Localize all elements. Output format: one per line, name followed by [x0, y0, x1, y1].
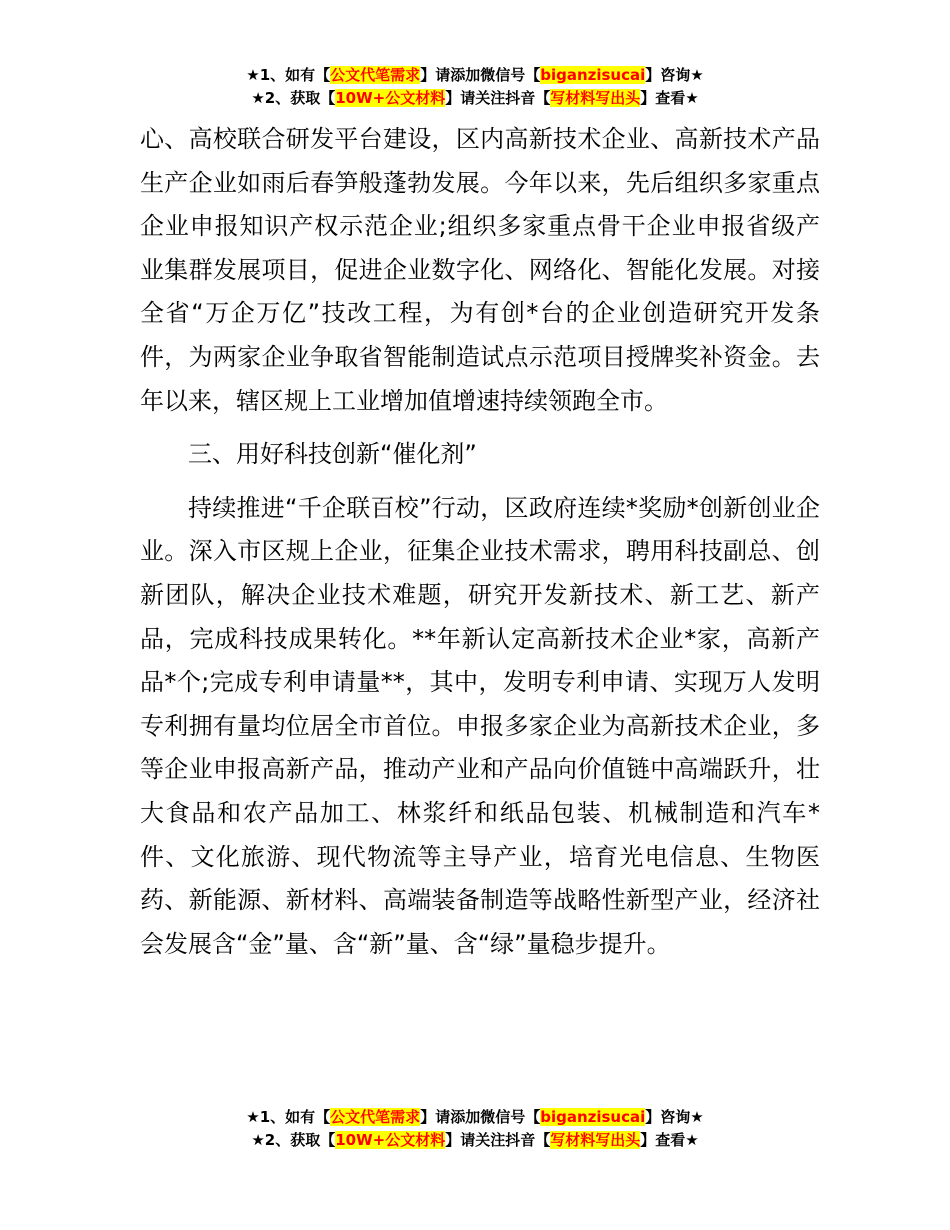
section-heading-3: 三、用好科技创新“催化剂” — [188, 440, 477, 469]
banner-highlight: 公文代笔需求 — [330, 1108, 421, 1126]
banner-highlight: 10W+公文材料 — [335, 89, 446, 107]
footer-banner — [0, 1106, 950, 1152]
banner-text: ★1、如有【 — [246, 66, 331, 84]
banner-line-1 — [0, 1106, 950, 1129]
banner-text: 】请关注抖音【 — [445, 89, 551, 107]
banner-text: ★1、如有【 — [246, 1108, 331, 1126]
banner-line-1 — [0, 64, 950, 87]
banner-text: 】请关注抖音【 — [445, 1131, 551, 1149]
banner-text: 】咨询★ — [645, 66, 704, 84]
banner-highlight: 公文代笔需求 — [330, 66, 421, 84]
document-body — [140, 118, 820, 966]
banner-highlight: biganzisucai — [540, 1108, 646, 1126]
banner-text: ★2、获取【 — [251, 89, 336, 107]
banner-text: 】咨询★ — [645, 1108, 704, 1126]
banner-text: 】查看★ — [640, 89, 699, 107]
banner-text: 】请添加微信号【 — [420, 66, 541, 84]
banner-highlight: 写材料写出头 — [550, 89, 641, 107]
header-banner — [0, 64, 950, 110]
banner-text: 】请添加微信号【 — [420, 1108, 541, 1126]
banner-text: 】查看★ — [640, 1131, 699, 1149]
banner-highlight: biganzisucai — [540, 66, 646, 84]
paragraph-2: 持续推进“千企联百校”行动，区政府连续*奖励*创新创业企业。深入市区规上企业，征集企业技术需求，聘用科技副总、创新团队，解决企业技术难题，研究开发新技术、新工艺、新产品，完成科技成果转化。**年新认定高新技术企业*家，高新产品*个;完成专利申请量**，其中，发明专利申请、实现万人发明专利拥有量均位居全市首位。申报多家企业为高新技术企业，多等企业申报高新产品，推动产业和产品向价值链中高端跃升，壮大食品和农产品加工、林浆纤和纸品包装、机械制造和汽车*件、文化旅游、现代物流等主导产业，培育光电信息、生物医药、新能源、新材料、高端装备制造等战略性新型产业，经济社会发展含“金”量、含“新”量、含“绿”量稳步提升。 — [140, 493, 820, 958]
banner-line-2 — [0, 1129, 950, 1152]
banner-highlight: 10W+公文材料 — [335, 1131, 446, 1149]
paragraph-1: 心、高校联合研发平台建设，区内高新技术企业、高新技术产品生产企业如雨后春笋般蓬勃发展。今年以来，先后组织多家重点企业申报知识产权示范企业;组织多家重点骨干企业申报省级产业集群发展项目，促进企业数字化、网络化、智能化发展。对接全省“万企万亿”技改工程，为有创*台的企业创造研究开发条件，为两家企业争取省智能制造试点示范项目授牌奖补资金。去年以来，辖区规上工业增加值增速持续领跑全市。 — [140, 125, 820, 415]
banner-line-2 — [0, 87, 950, 110]
banner-highlight: 写材料写出头 — [550, 1131, 641, 1149]
banner-text: ★2、获取【 — [251, 1131, 336, 1149]
